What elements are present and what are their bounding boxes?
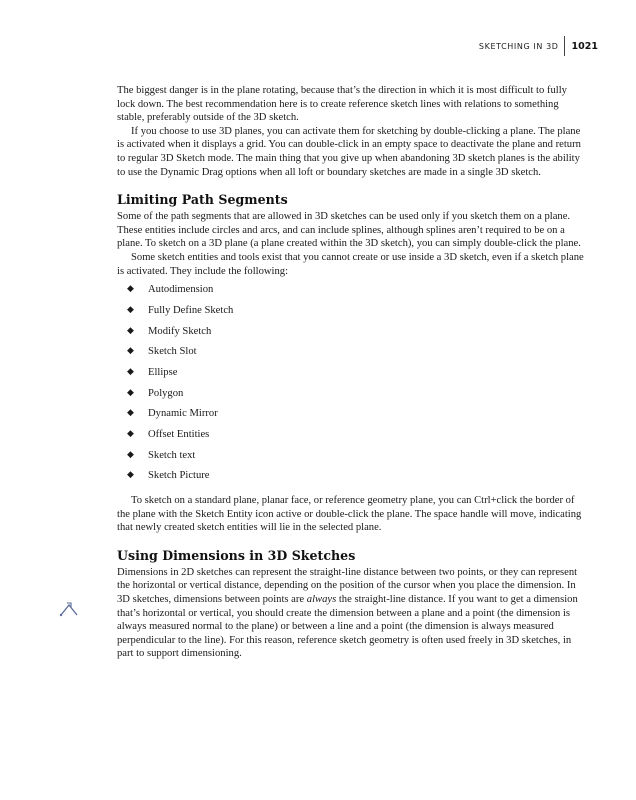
list-item [117,304,585,325]
page-number: 1021 [571,40,598,52]
bullet-icon: ◆ [127,304,134,315]
running-head [479,37,598,55]
list-item [117,366,585,387]
list-item [117,345,585,366]
cross-reference-icon [58,600,80,618]
paragraph: To sketch on a standard plane, planar face, or reference geometry plane, you can Ctrl+click the border of the plane with the Sketch Entity icon active or double-click the plane. The space handle will move, indicating that newly created sketch entities will lie in the selected plane. [117,495,582,534]
list-item-label: Dynamic Mirror [148,408,218,420]
list-item-label: Sketch text [148,449,196,461]
list-item-label: Modify Sketch [148,325,212,337]
page-body [117,84,585,661]
list-item [117,387,585,408]
running-title: SKETCHING IN 3D [478,41,559,51]
paragraph: If you choose to use 3D planes, you can activate them for sketching by double-clicking a plane. The plane is activated when it displays a grid. You can double-click in an empty space to deactivate the plane and return to regular 3D Sketch mode. The main thing that you give up when abandoning 3D sketch planes is the ability to use the Dynamic Drag options when all loft or boundary sketches are made in a single 3D sketch. [117,125,581,178]
bullet-icon: ◆ [127,366,134,377]
section-heading-limiting-path-segments: Limiting Path Segments [117,192,288,208]
list-item-label: Ellipse [148,366,178,378]
emphasis-text: always [306,593,337,605]
bullet-icon: ◆ [127,325,134,336]
section-heading-using-dimensions: Using Dimensions in 3D Sketches [117,547,356,563]
list-item [117,407,585,428]
unsupported-tools-list [117,283,585,490]
paragraph-text: the straight-line distance. If you want to get a dimension that’s horizontal or vertical, you should create the dimension between a plane and a point (the dimension is always measured normal to the plane) or between a line and a point (the dimension is always measured perpendicular to the line). For this reason, reference sketch geometry is often used freely in 3D sketches, in part to support dimensioning. [117,593,578,660]
paragraph-text: Dimensions in 2D sketches can represent the straight-line distance between two points, or they can represent the horizontal or vertical distance, depending on the position of the cursor when you place the dimension. In 3D sketches, dimensions between points are [117,566,578,605]
list-item [117,283,585,304]
bullet-icon: ◆ [127,284,134,295]
list-item-label: Polygon [148,387,184,399]
bullet-icon: ◆ [127,387,134,398]
list-item-label: Autodimension [148,284,214,296]
bullet-icon: ◆ [127,408,134,419]
list-item-label: Sketch Slot [148,346,197,358]
list-item [117,428,585,449]
paragraph: Some of the path segments that are allowed in 3D sketches can be used only if you sketch them on a plane. These entities include circles and arcs, and can include splines, although splines aren’t required to be on a plane. To sketch on a 3D plane (a plane created within the 3D sketch), you can simply double-click the plane. [117,211,581,250]
list-item [117,449,585,470]
paragraph [117,566,585,661]
paragraph: Some sketch entities and tools exist that you cannot create or use inside a 3D sketch, even if a sketch plane is activated. They include the following: [117,251,584,277]
list-item-label: Offset Entities [148,428,210,440]
list-item-label: Sketch Picture [148,470,210,482]
list-item [117,325,585,346]
bullet-icon: ◆ [127,428,134,439]
list-item-label: Fully Define Sketch [148,304,234,316]
bullet-icon: ◆ [127,470,134,481]
list-item [117,469,585,490]
bullet-icon: ◆ [127,449,134,460]
bullet-icon: ◆ [127,346,134,357]
paragraph: The biggest danger is in the plane rotating, because that’s the direction in which it is most difficult to fully lock down. The best recommendation here is to create reference sketch lines with relations to something stable, preferably outside of the 3D sketch. [117,85,567,124]
